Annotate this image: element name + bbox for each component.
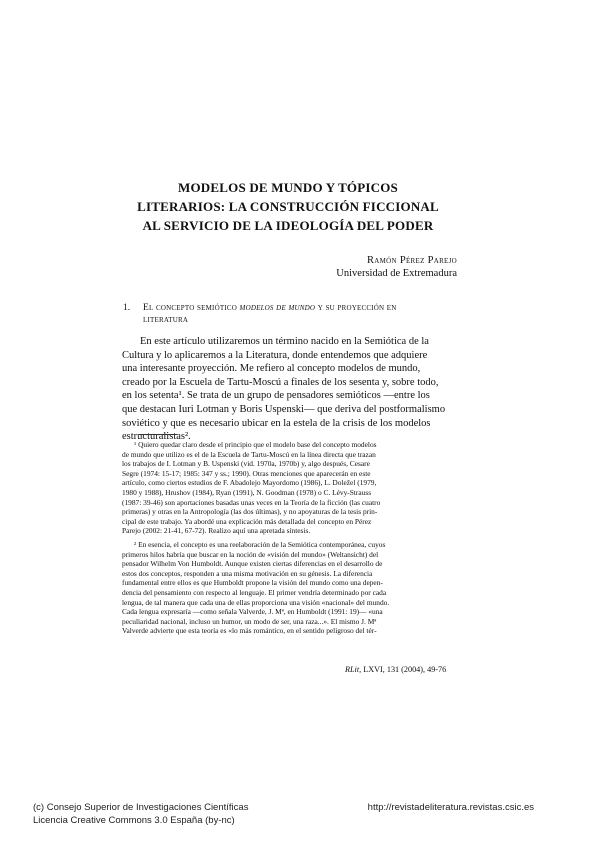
title-line: LITERARIOS: LA CONSTRUCCIÓN FICCIONAL [137, 199, 439, 214]
title-line: AL SERVICIO DE LA IDEOLOGÍA DEL PODER [142, 218, 434, 233]
title-line: MODELOS DE MUNDO Y TÓPICOS [178, 180, 398, 195]
body-paragraph [122, 335, 458, 444]
license-line: (c) Consejo Superior de Investigaciones Científicas [33, 802, 249, 813]
section-title-line2: literatura [143, 315, 189, 325]
footnote-line: Valverde advierte que esta teoría es «lo más romántico, en el sentido peligroso del tér- [122, 626, 377, 636]
footnote-line: de mundo que utilizo es el de la Escuela de Tartu-Moscú en la línea directa que trazan [122, 449, 376, 459]
author-affiliation: Universidad de Extremadura [336, 268, 457, 279]
footnote-line: Segre (1974: 15-17; 1985: 347 y ss.; 1990). Otras menciones que aparecerán en este [122, 468, 371, 478]
section-number: 1. [123, 303, 131, 313]
footnote-line: lengua, de tal manera que cada una de ellas proporciona una visión «nacional» del mundo. [122, 597, 390, 607]
body-line: creado por la Escuela de Tartu-Moscú a finales de los sesenta y, sobre todo, [122, 376, 439, 388]
footnote-line: cipal de este trabajo. Ya abordé una explicación más detallada del concepto en Pérez [122, 516, 372, 526]
footnote-line: peculiaridad nacional, incluso un humor, un modo de ser, una raza...». El mismo J. Mª [122, 616, 377, 626]
footnote-line: los trabajos de I. Lotman y B. Uspenski (vid. 1970a, 1970b) y, algo después, Cesare [122, 459, 370, 469]
body-line: Cultura y lo aplicaremos a la Literatura, donde entendemos que adquiere [122, 349, 428, 361]
article-title [110, 178, 466, 235]
body-line: en los setenta¹. Se trata de un grupo de pensadores semióticos —entre los [122, 390, 430, 402]
footnote-line: dencia del pensamiento con respecto al lenguaje. El primer vendría determinado por cada [122, 587, 387, 597]
footnote-line: Cada lengua expresaría —como señala Valverde, J. Mª, en Humboldt (1991: 19)— «una [122, 607, 383, 617]
footnote-divider [139, 434, 177, 435]
body-line: que destacan Iuri Lotman y Boris Uspenski— que deriva del postformalismo [122, 403, 446, 415]
author-block [336, 254, 457, 280]
body-line: estructuralistas². [122, 431, 191, 443]
footnote-line: fundamental entre ellos es que Humboldt propone la visión del mundo como una depen- [122, 578, 383, 588]
section-heading [123, 302, 458, 326]
footnotes [122, 440, 458, 636]
section-title-part: y su proyección en [315, 303, 397, 313]
journal-name: RLit [345, 665, 360, 674]
footnote-line: pensador Wilhelm Von Humboldt. Aunque existen ciertas diferencias en el desarrollo de [122, 559, 383, 569]
section-title-part: El concepto semiótico [143, 303, 240, 313]
footnote-line: artículo, como ciertos estudios de F. Abadolejo Mayordomo (1986), L. Doležel (1979, [122, 478, 377, 488]
footnote-line: primeras) y otras en la Antropología (las dos últimas), y no apoyaturas de la tesis prin- [122, 507, 378, 517]
footnote-line: 1980 y 1988), Hrushov (1984), Ryan (1991), N. Goodman (1978) o C. Lévy-Strauss [122, 487, 372, 497]
footnote-line: Parejo (2002: 21-41, 67-72). Realizo aquí una apretada síntesis. [122, 526, 311, 536]
license-line: Licencia Creative Commons 3.0 España (by-nc) [33, 815, 235, 826]
footnote-line: ² En esencia, el concepto es una reelaboración de la Semiótica contemporánea, cuyos [134, 539, 386, 549]
journal-url[interactable]: http://revistadeliteratura.revistas.csic.es [367, 802, 534, 813]
footnote-line: estos dos conceptos, responden a una misma motivación en su génesis. La diferencia [122, 568, 373, 578]
section-title-italic: modelos de mundo [239, 303, 316, 313]
body-line: soviético y que es necesario ubicar en la estela de la crisis de los modelos [122, 417, 431, 429]
author-name: Ramón Pérez Parejo [367, 255, 457, 266]
footnote-line: ¹ Quiero quedar claro desde el principio que el modelo base del concepto modelos [134, 440, 377, 449]
license-notice [33, 801, 248, 827]
body-line: En este artículo utilizaremos un término nacido en la Semiótica de la [140, 336, 429, 347]
footnote-line: (1987: 39-46) son aportaciones basadas unas veces en la Teoría de la ficción (las cuatro [122, 497, 381, 507]
body-line: una interesante proyección. Me refiero al concepto modelos de mundo, [122, 363, 421, 375]
journal-citation [345, 665, 446, 674]
journal-details: , LXVI, 131 (2004), 49-76 [359, 665, 447, 674]
footnote-line: primeros hilos habría que buscar en la noción de «visión del mundo» (Weltansicht) del [122, 549, 379, 559]
